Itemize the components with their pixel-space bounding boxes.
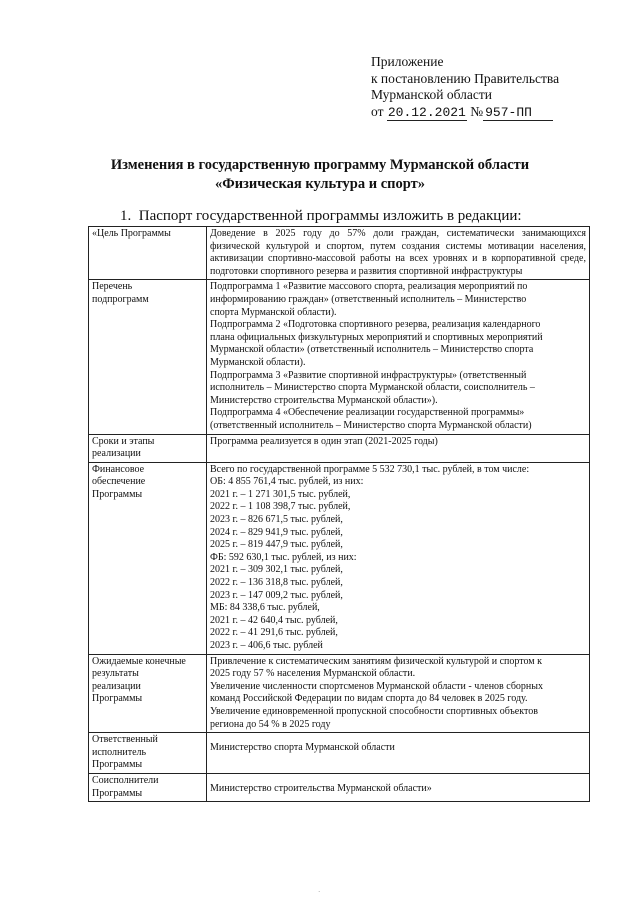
row-line: Увеличение численности спортсменов Мурманской области - членов сборных: [210, 680, 543, 692]
row-content: Министерство строительства Мурманской области»: [207, 773, 590, 801]
row-line: спорта Мурманской области).: [210, 306, 337, 318]
title-line-2: «Физическая культура и спорт»: [215, 176, 425, 192]
row-label-line: Ожидаемые конечные: [92, 655, 186, 667]
row-line: 2021 г. – 1 271 301,5 тыс. рублей,: [210, 488, 351, 500]
row-line: 2025 г. – 819 447,9 тыс. рублей,: [210, 539, 343, 551]
row-line: команд Российской Федерации по видам спорта до 84 человек в 2025 году.: [210, 693, 528, 705]
row-line: (ответственный исполнитель – Министерство спорта Мурманской области): [210, 419, 532, 431]
row-label-line: исполнитель: [92, 746, 147, 758]
row-label: [89, 227, 207, 280]
passport-row: [89, 654, 590, 733]
row-line: Подпрограмма 2 «Подготовка спортивного резерва, реализация календарного: [210, 319, 541, 331]
section-heading: [120, 208, 522, 225]
row-line: ОБ: 4 855 761,4 тыс. рублей, из них:: [210, 476, 364, 488]
passport-row: [89, 227, 590, 280]
passport-table-body: [89, 227, 590, 802]
row-line: 2023 г. – 147 009,2 тыс. рублей,: [210, 589, 343, 601]
row-line: Привлечение к систематическим занятиям физической культурой и спортом к: [210, 655, 542, 667]
row-label: [89, 462, 207, 654]
row-line: 2023 г. – 406,6 тыс. рублей: [210, 640, 323, 651]
resolution-date: 20.12.2021: [387, 104, 466, 120]
row-line: МБ: 84 338,6 тыс. рублей,: [210, 602, 320, 614]
row-line: Министерство строительства Мурманской области»).: [210, 394, 438, 406]
row-line: 2021 г. – 309 302,1 тыс. рублей,: [210, 564, 343, 576]
row-label-line: «Цель Программы: [92, 228, 171, 239]
row-line: Программа реализуется в один этап (2021-2025 годы): [210, 435, 438, 447]
section-text: Паспорт государственной программы изложить в редакции:: [138, 208, 522, 224]
row-line: Мурманской области).: [210, 356, 306, 368]
row-content: [207, 434, 590, 462]
number-sign: №: [470, 103, 484, 119]
row-label-line: Сроки и этапы: [92, 435, 155, 447]
row-line: 2021 г. – 42 640,4 тыс. рублей,: [210, 614, 338, 626]
appendix-resolution: к постановлению Правительства: [371, 70, 560, 86]
row-line: 2025 году 57 % населения Мурманской области.: [210, 668, 416, 680]
row-content: [207, 462, 590, 654]
row-line: Увеличение единовременной пропускной способности спортивных объектов: [210, 705, 538, 717]
row-label-line: Программы: [92, 787, 143, 799]
passport-row: [89, 773, 590, 801]
row-line: ФБ: 592 630,1 тыс. рублей, из них:: [210, 551, 357, 563]
resolution-number: 957-ПП: [483, 106, 553, 121]
row-line: 2022 г. – 41 291,6 тыс. рублей,: [210, 627, 338, 639]
row-label-line: результаты: [92, 668, 139, 680]
row-label-line: Программы: [92, 488, 143, 500]
appendix-date-line: [371, 104, 559, 121]
row-label-line: Ответственный: [92, 734, 158, 746]
row-line: 2024 г. – 829 941,9 тыс. рублей,: [210, 526, 343, 538]
row-label-line: реализации: [92, 448, 141, 460]
appendix-label: Приложение: [371, 54, 444, 69]
row-line: информированию граждан» (ответственный исполнитель – Министерство: [210, 293, 527, 305]
row-label-line: Финансовое: [92, 463, 145, 475]
section-number: 1.: [120, 208, 132, 224]
row-content: [207, 654, 590, 733]
row-label-line: подпрограмм: [92, 293, 149, 305]
row-label: [89, 654, 207, 733]
passport-row: [89, 733, 590, 774]
row-label-line: реализации: [92, 680, 141, 692]
row-content: [207, 280, 590, 434]
row-line: Подпрограмма 3 «Развитие спортивной инфраструктуры» (ответственный: [210, 369, 527, 381]
title-line-1: Изменения в государственную программу Мурманской области: [110, 157, 530, 173]
row-label: [89, 280, 207, 434]
footer-mark: ·: [318, 888, 321, 896]
row-paragraph: Доведение в 2025 году до 57% доли граждан, систематически занимающихся физической культурой и спортом, путем создания системы мотивации населения, активизации спортивно-массовой работы на всех уровнях и в корпоративной среде, подготовки спортивного резерва и развития спортивной инфраструктуры: [210, 228, 586, 277]
row-line: Подпрограмма 1 «Развитие массового спорта, реализация мероприятий по: [210, 281, 528, 293]
row-label: [89, 733, 207, 774]
row-line: плана официальных физкультурных мероприятий и спортивных мероприятий: [210, 331, 543, 343]
row-line: исполнитель – Министерство спорта Мурманской области, соисполнитель –: [210, 382, 535, 394]
date-prefix: от: [371, 103, 384, 119]
row-label-line: обеспечение: [92, 476, 146, 488]
passport-table: [88, 226, 590, 802]
appendix-header: [371, 54, 559, 121]
row-label: [89, 773, 207, 801]
row-line: Подпрограмма 4 «Обеспечение реализации государственной программы»: [210, 407, 525, 419]
row-line: региона до 54 % в 2025 году: [210, 718, 331, 730]
row-line: Мурманской области» (ответственный исполнитель – Министерство спорта: [210, 344, 534, 356]
row-label-line: Соисполнители: [92, 774, 159, 786]
row-label-line: Программы: [92, 693, 143, 705]
row-label-line: Программы: [92, 759, 143, 771]
row-line: 2022 г. – 1 108 398,7 тыс. рублей,: [210, 501, 351, 513]
document-title: [0, 156, 640, 194]
appendix-region: Мурманской области: [371, 87, 492, 102]
passport-row: [89, 280, 590, 434]
row-label-line: Перечень: [92, 281, 133, 293]
row-line: 2023 г. – 826 671,5 тыс. рублей,: [210, 514, 343, 526]
row-label: [89, 434, 207, 462]
passport-row: [89, 462, 590, 654]
row-line: 2022 г. – 136 318,8 тыс. рублей,: [210, 577, 343, 589]
row-line: Всего по государственной программе 5 532 730,1 тыс. рублей, в том числе:: [210, 463, 530, 475]
passport-row: [89, 434, 590, 462]
row-content: Министерство спорта Мурманской области: [207, 733, 590, 774]
row-content: [207, 227, 590, 280]
